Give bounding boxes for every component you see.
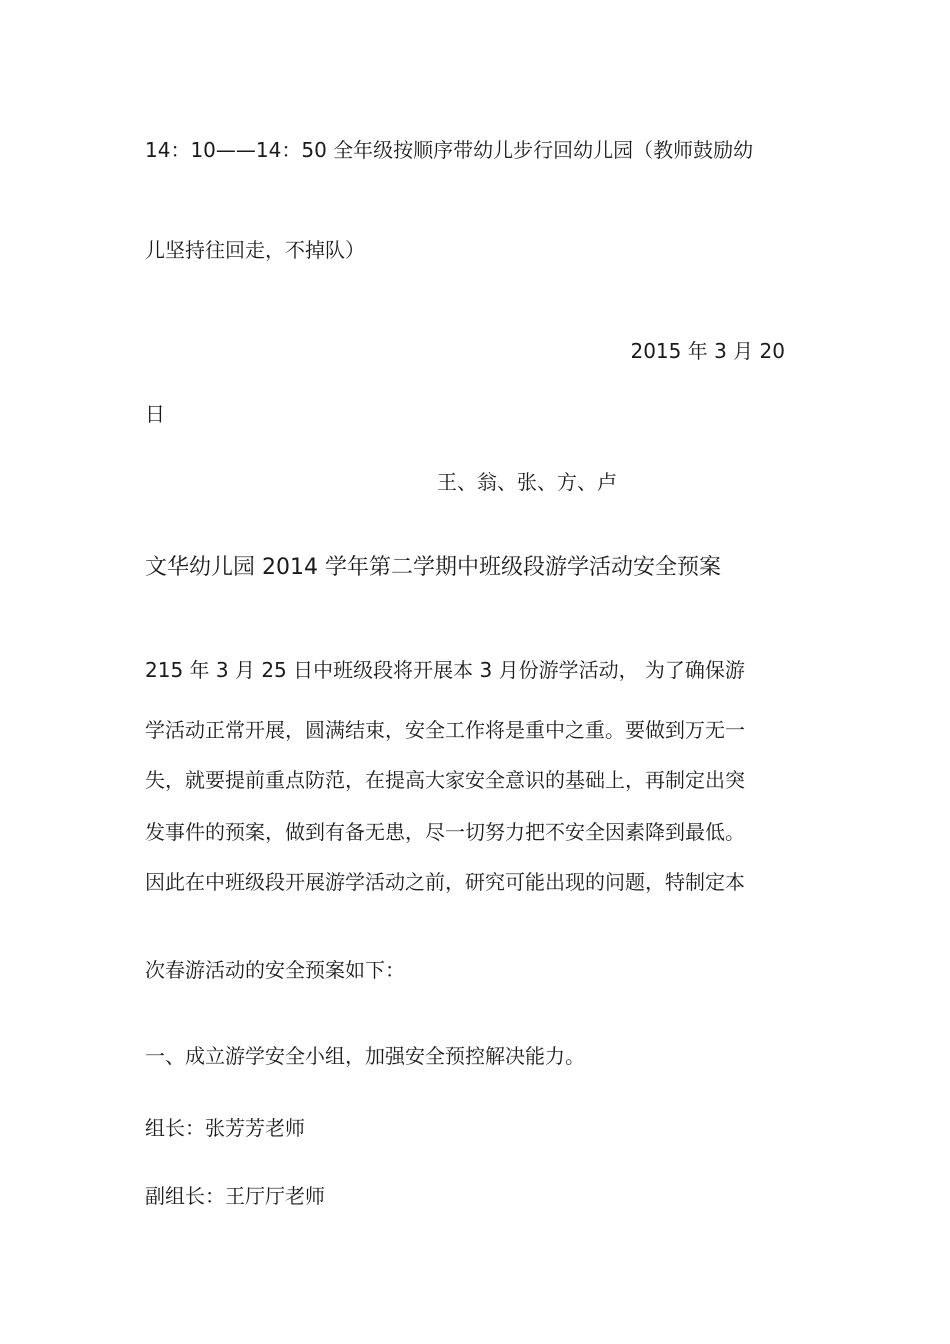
- date-line: 2015 年 3 月 20: [630, 339, 785, 363]
- body-line-2: 学活动正常开展，圆满结束，安全工作将是重中之重。要做到万无一: [145, 718, 745, 742]
- date-tail: 日: [145, 402, 165, 426]
- body-line-1: 215 年 3 月 25 日中班级段将开展本 3 月份游学活动， 为了确保游: [145, 658, 745, 682]
- body-line-5: 因此在中班级段开展游学活动之前，研究可能出现的问题，特制定本: [145, 870, 745, 894]
- body-line-3: 失，就要提前重点防范，在提高大家安全意识的基础上，再制定出突: [145, 768, 745, 792]
- leader-line: 组长：张芳芳老师: [145, 1116, 305, 1140]
- body-line-6: 次春游活动的安全预案如下：: [145, 958, 405, 982]
- body-line-4: 发事件的预案，做到有备无患，尽一切努力把不安全因素降到最低。: [145, 820, 745, 844]
- names-line: 王、翁、张、方、卢: [437, 470, 617, 494]
- schedule-line-1: 14：10——14：50 全年级按顺序带幼儿步行回幼儿园（教师鼓励幼: [145, 138, 754, 162]
- schedule-line-2: 儿坚持往回走，不掉队）: [145, 238, 365, 262]
- section-heading-1: 一、成立游学安全小组，加强安全预控解决能力。: [145, 1044, 585, 1068]
- document-title: 文华幼儿园 2014 学年第二学期中班级段游学活动安全预案: [145, 555, 721, 580]
- deputy-line: 副组长：王厅厅老师: [145, 1184, 325, 1208]
